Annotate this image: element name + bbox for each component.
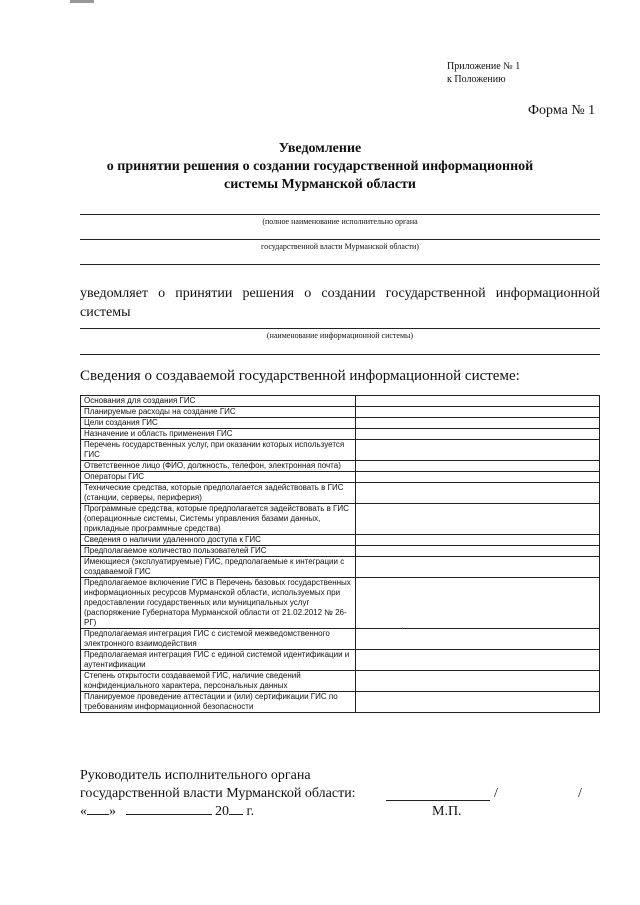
- row-label: Основания для создания ГИС: [81, 396, 356, 407]
- organ-name-line-1: [80, 214, 600, 215]
- row-label: Предполагаемое количество пользователей ГИС: [81, 546, 356, 557]
- table-row: [81, 483, 600, 504]
- title-line-2: о принятии решения о создании государственной информационной: [106, 159, 534, 174]
- organ-name-line-3: [80, 264, 600, 265]
- row-value-field[interactable]: [356, 546, 600, 557]
- date-close-quote: »: [109, 804, 116, 819]
- table-row: [81, 396, 600, 407]
- date-year-prefix: 20: [215, 804, 229, 819]
- row-label: Предполагаемое включение ГИС в Перечень базовых государственных информационных ресурсов Мурманской области, используемых при предоставлении государственных или муниципальных услуг (распоряжение Губернатора Мурманской области от 21.02.2012 № 26-РГ): [81, 578, 356, 629]
- row-label: Предполагаемая интеграция ГИС с системой межведомственного электронного взаимодействия: [81, 629, 356, 650]
- table-row: [81, 472, 600, 483]
- form-number: Форма № 1: [528, 103, 596, 118]
- appendix-line-1: Приложение № 1: [447, 61, 521, 72]
- row-value-field[interactable]: [356, 440, 600, 461]
- table-row: [81, 650, 600, 671]
- document-title: [90, 140, 550, 194]
- row-value-field[interactable]: [356, 418, 600, 429]
- row-label: Степень открытости создаваемой ГИС, наличие сведений конфиденциального характера, персональных данных: [81, 671, 356, 692]
- info-heading: Сведения о создаваемой государственной информационной системе:: [80, 368, 520, 384]
- row-value-field[interactable]: [356, 396, 600, 407]
- appendix-line-2: к Положению: [447, 74, 506, 85]
- title-line-3: системы Мурманской области: [224, 177, 416, 192]
- row-value-field[interactable]: [356, 407, 600, 418]
- row-value-field[interactable]: [356, 578, 600, 629]
- row-value-field[interactable]: [356, 461, 600, 472]
- table-row: [81, 504, 600, 535]
- signatory-line-2: государственной власти Мурманской области:: [80, 786, 356, 801]
- system-name-line-1: [80, 328, 600, 329]
- organ-caption-2: государственной власти Мурманской области): [261, 242, 419, 251]
- date-row: [80, 804, 254, 820]
- row-label: Назначение и область применения ГИС: [81, 429, 356, 440]
- notify-text: уведомляет о принятии решения о создании государственной информационной системы: [80, 286, 600, 320]
- organ-name-line-2: [80, 239, 600, 240]
- row-value-field[interactable]: [356, 429, 600, 440]
- table-row: [81, 440, 600, 461]
- table-row: [81, 407, 600, 418]
- row-label: Цели создания ГИС: [81, 418, 356, 429]
- row-value-field[interactable]: [356, 535, 600, 546]
- date-year-suffix: г.: [246, 804, 255, 819]
- scan-artifact: [70, 0, 94, 3]
- table-row: [81, 578, 600, 629]
- table-row: [81, 546, 600, 557]
- row-label: Программные средства, которые предполагается задействовать в ГИС (операционные системы, Системы управления базами данных, прикладные программные средства): [81, 504, 356, 535]
- appendix-note: [447, 60, 520, 86]
- row-value-field[interactable]: [356, 629, 600, 650]
- date-open-quote: «: [80, 804, 87, 819]
- row-value-field[interactable]: [356, 671, 600, 692]
- table-row: [81, 418, 600, 429]
- row-value-field[interactable]: [356, 692, 600, 713]
- row-value-field[interactable]: [356, 472, 600, 483]
- row-label: Планируемое проведение аттестации и (или) сертификации ГИС по требованиям информационной безопасности: [81, 692, 356, 713]
- gis-info-table: [80, 395, 600, 713]
- table-row: [81, 429, 600, 440]
- row-label: Предполагаемая интеграция ГИС с единой системой идентификации и аутентификации: [81, 650, 356, 671]
- table-row: [81, 461, 600, 472]
- table-row: [81, 671, 600, 692]
- table-row: [81, 557, 600, 578]
- row-value-field[interactable]: [356, 483, 600, 504]
- title-line-1: Уведомление: [278, 141, 362, 156]
- row-label: Перечень государственных услуг, при оказании которых используется ГИС: [81, 440, 356, 461]
- row-label: Планируемые расходы на создание ГИС: [81, 407, 356, 418]
- row-value-field[interactable]: [356, 650, 600, 671]
- row-value-field[interactable]: [356, 557, 600, 578]
- date-day-field[interactable]: [87, 814, 109, 815]
- row-label: Операторы ГИС: [81, 472, 356, 483]
- row-label: Сведения о наличии удаленного доступа к ГИС: [81, 535, 356, 546]
- table-row: [81, 629, 600, 650]
- system-name-caption: (наименование информационной системы): [266, 331, 414, 340]
- table-row: [81, 692, 600, 713]
- row-value-field[interactable]: [356, 504, 600, 535]
- signature-field[interactable]: [386, 800, 490, 801]
- date-month-field[interactable]: [126, 814, 212, 815]
- scan-dot: ·: [401, 623, 404, 633]
- system-name-line-2: [80, 354, 600, 355]
- organ-caption-1: (полное наименование исполнительно органа: [262, 217, 418, 226]
- signature-slash-1: /: [494, 786, 498, 801]
- row-label: Технические средства, которые предполагается задействовать в ГИС (станции, серверы, периферия): [81, 483, 356, 504]
- table-row: [81, 535, 600, 546]
- row-label: Имеющиеся (эксплуатируемые) ГИС, предполагаемые к интеграции с создаваемой ГИС: [81, 557, 356, 578]
- date-year-field[interactable]: [229, 814, 243, 815]
- row-label: Ответственное лицо (ФИО, должность, телефон, электронная почта): [81, 461, 356, 472]
- signatory-line-1: Руководитель исполнительного органа: [80, 768, 311, 783]
- stamp-place: М.П.: [432, 804, 462, 819]
- signature-slash-2: /: [578, 786, 582, 801]
